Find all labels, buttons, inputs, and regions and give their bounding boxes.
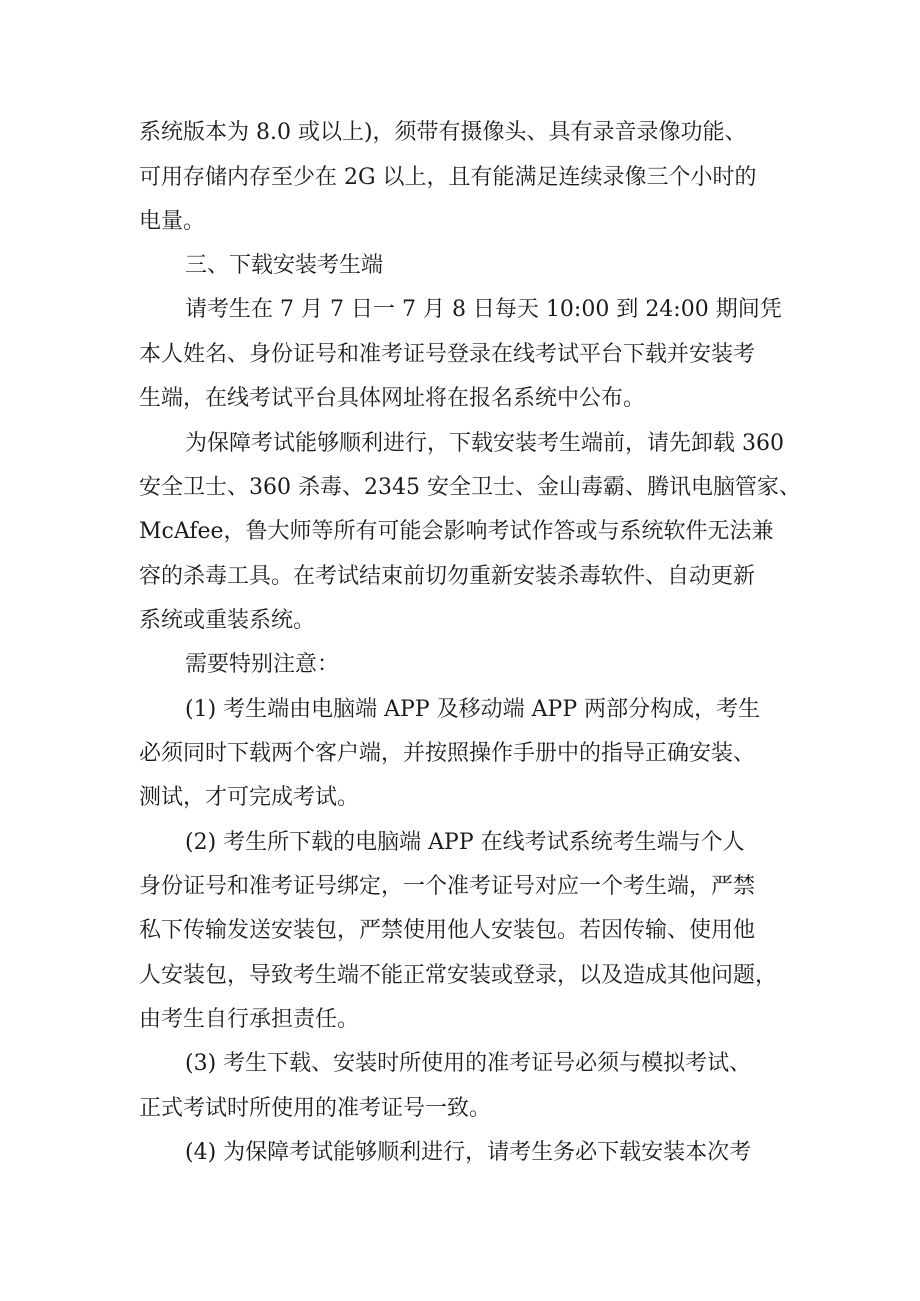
body-text-line: 容的杀毒工具。在考试结束前切勿重新安装杀毒软件、自动更新 [139,564,756,589]
body-text-line: 安全卫士、360 杀毒、2345 安全卫士、金山毒霸、腾讯电脑管家、 [139,475,801,500]
body-text-line: 系统或重装系统。 [139,608,316,633]
body-text-line: 电量。 [139,209,206,234]
body-text-line: 为保障考试能够顺利进行，下载安装考生端前，请先卸载 360 [185,431,784,456]
body-text-line: 可用存储内存至少在 2G 以上，且有能满足连续录像三个小时的 [139,165,757,190]
list-item-line: 私下传输发送安装包，严禁使用他人安装包。若因传输、使用他 [139,918,756,943]
list-item-line: (2) 考生所下载的电脑端 APP 在线考试系统考生端与个人 [185,830,745,855]
list-item-line: (4) 为保障考试能够顺利进行，请考生务必下载安装本次考 [185,1140,752,1165]
list-item-line: 身份证号和准考证号绑定，一个准考证号对应一个考生端，严禁 [139,874,756,899]
list-item-line: 测试，才可完成考试。 [139,785,360,810]
list-item-line: 由考生自行承担责任。 [139,1007,360,1032]
list-item-line: 正式考试时所使用的准考证号一致。 [139,1096,492,1121]
body-text-line: 系统版本为 8.0 或以上)，须带有摄像头、具有录音录像功能、 [139,120,747,145]
list-item-line: 人安装包，导致考生端不能正常安装或登录，以及造成其他问题， [139,963,778,988]
notice-heading: 需要特别注意： [185,652,340,677]
list-item-line: (1) 考生端由电脑端 APP 及移动端 APP 两部分构成，考生 [185,697,761,722]
body-text-line: 请考生在 7 月 7 日一 7 月 8 日每天 10:00 到 24:00 期间凭 [185,297,782,322]
body-text-line: 本人姓名、身份证号和准考证号登录在线考试平台下载并安装考 [139,342,756,367]
section-heading: 三、下载安装考生端 [185,253,384,278]
list-item-line: (3) 考生下载、安装时所使用的准考证号必须与模拟考试、 [185,1051,752,1076]
body-text-line: McAfee，鲁大师等所有可能会影响考试作答或与系统软件无法兼 [139,519,774,544]
body-text-line: 生端，在线考试平台具体网址将在报名系统中公布。 [139,386,646,411]
list-item-line: 必须同时下载两个客户端，并按照操作手册中的指导正确安装、 [139,741,756,766]
